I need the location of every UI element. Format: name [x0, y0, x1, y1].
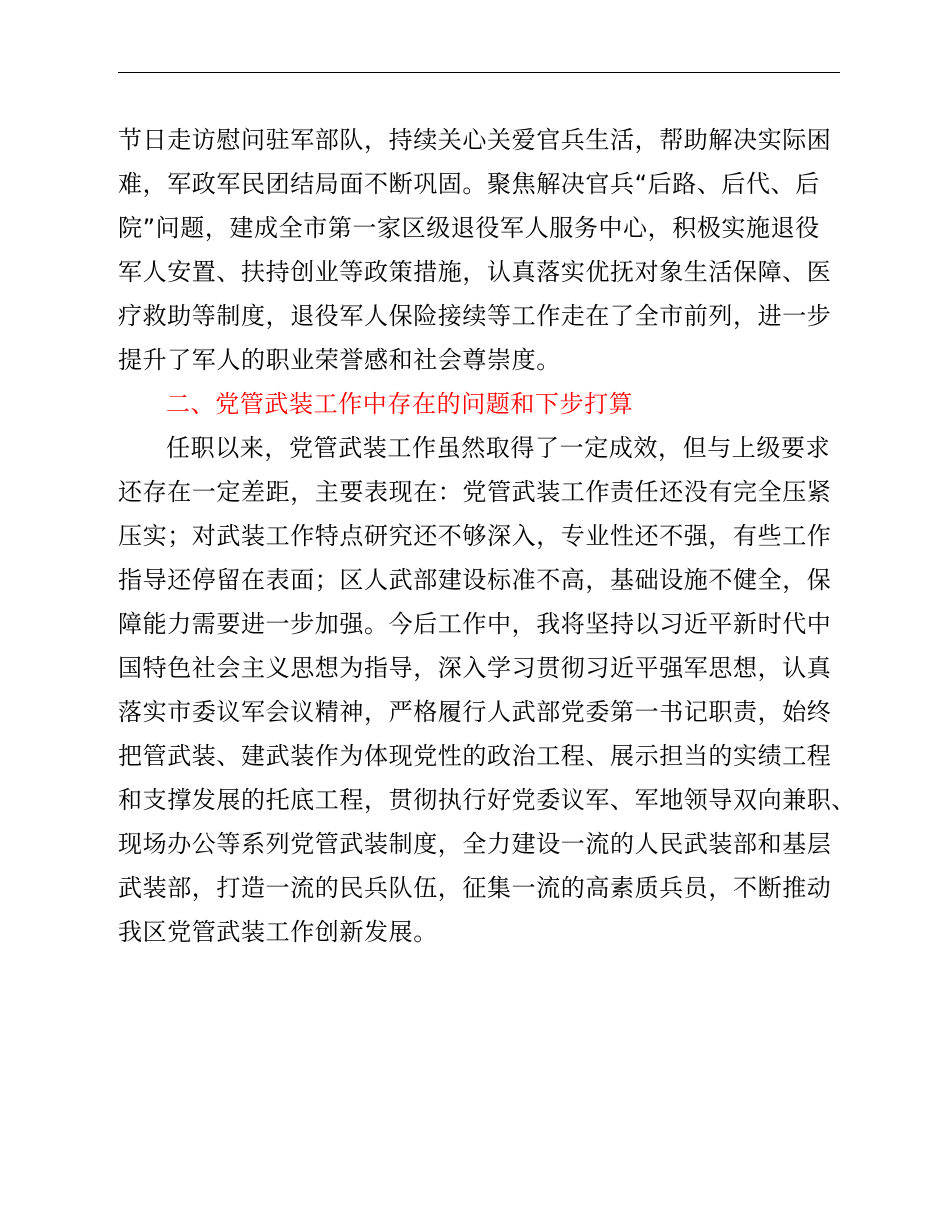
paragraph-line: 和支撑发展的托底工程，贯彻执行好党委议军、军地领导双向兼职、 [118, 786, 856, 814]
paragraph-1 [118, 118, 848, 382]
paragraph-line: 国特色社会主义思想为指导，深入学习贯彻习近平强军思想，认真 [118, 654, 832, 682]
paragraph-line: 节日走访慰问驻军部队，持续关心关爱官兵生活，帮助解决实际困 [118, 126, 832, 154]
paragraph-line: 难，军政军民团结局面不断巩固。聚焦解决官兵“后路、后代、后 [118, 170, 820, 198]
paragraph-line: 把管武装、建武装作为体现党性的政治工程、展示担当的实绩工程 [118, 742, 832, 770]
paragraph-2 [118, 426, 856, 954]
paragraph-line: 提升了军人的职业荣誉感和社会尊崇度。 [118, 346, 561, 374]
paragraph-line: 武装部，打造一流的民兵队伍，征集一流的高素质兵员，不断推动 [118, 874, 832, 902]
paragraph-line: 现场办公等系列党管武装制度，全力建设一流的人民武装部和基层 [118, 830, 832, 858]
paragraph-line: 还存在一定差距，主要表现在：党管武装工作责任还没有完全压紧 [118, 478, 832, 506]
paragraph-line: 疗救助等制度，退役军人保险接续等工作走在了全市前列，进一步 [118, 302, 832, 330]
paragraph-line: 任职以来，党管武装工作虽然取得了一定成效，但与上级要求 [166, 434, 831, 462]
paragraph-line: 院”问题，建成全市第一家区级退役军人服务中心，积极实施退役 [118, 214, 820, 242]
paragraph-line: 我区党管武装工作创新发展。 [118, 918, 438, 946]
paragraph-line: 落实市委议军会议精神，严格履行人武部党委第一书记职责，始终 [118, 698, 832, 726]
paragraph-line: 军人安置、扶持创业等政策措施，认真落实优抚对象生活保障、医 [118, 258, 832, 286]
section-heading: 二、党管武装工作中存在的问题和下步打算 [166, 390, 634, 418]
page-body [118, 118, 856, 954]
paragraph-line: 指导还停留在表面；区人武部建设标准不高，基础设施不健全，保 [118, 566, 832, 594]
header-rule [118, 72, 840, 73]
paragraph-line: 障能力需要进一步加强。今后工作中，我将坚持以习近平新时代中 [118, 610, 832, 638]
paragraph-line: 压实；对武装工作特点研究还不够深入，专业性还不强，有些工作 [118, 522, 832, 550]
